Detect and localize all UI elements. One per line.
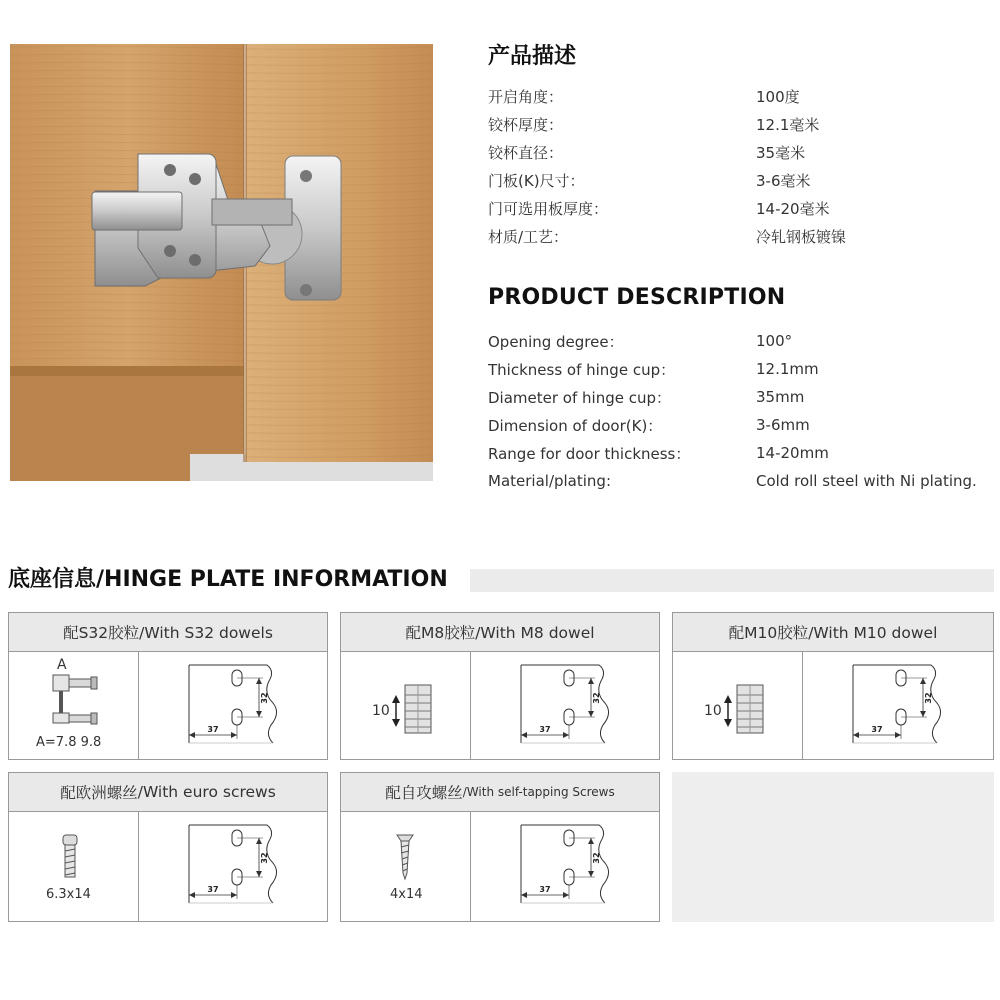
spec-row [488,327,977,355]
mounting-drawing [803,651,991,759]
mounting-plate-drawing-icon [139,811,327,919]
plate-card-s32 [8,612,328,760]
spec-label: 门可选用板厚度： [488,199,609,218]
mounting-plate-drawing-icon [803,651,991,759]
mounting-drawing [471,811,659,921]
mounting-plate-drawing-icon [139,651,327,759]
spec-row [488,138,846,166]
product-description-cn [488,42,846,250]
mounting-plate-drawing-icon [471,651,659,759]
spec-value: 3-6mm [756,416,810,434]
plate-card-title-cn: 配欧洲螺丝 [60,784,138,802]
plate-card-title-en: /With self-tapping Screws [462,785,615,799]
part-cell [673,651,803,759]
plate-card-title: 配S32胶粒/With S32 dowels [9,613,327,652]
part-dim-label: 10 [372,703,390,719]
spec-row [488,467,977,495]
spec-value: 12.1毫米 [756,115,820,134]
spec-row [488,439,977,467]
spec-label: 开启角度： [488,87,564,106]
spec-row [488,411,977,439]
plate-card-m8 [340,612,660,760]
spec-value: 冷轧钢板镀镍 [756,227,847,246]
spec-label: 门板(K)尺寸： [488,171,585,190]
s32-dowel-icon [47,671,107,733]
plate-card-title-cn: 配自攻螺丝 [385,784,463,802]
spec-label: 铰杯厚度： [488,115,564,134]
mounting-drawing [139,811,327,921]
part-cell [9,651,139,759]
mounting-drawing [471,651,659,759]
hinge-plate-section-title: 底座信息/HINGE PLATE INFORMATION [8,567,448,592]
product-description-en-title: PRODUCT DESCRIPTION [488,285,786,310]
spec-value: 14-20mm [756,444,829,462]
dim-label-vertical: 32 [260,692,269,704]
product-description-cn-title: 产品描述 [488,44,577,69]
spec-row [488,166,846,194]
dim-label-vertical: 32 [260,852,269,864]
plate-card-title: 配M8胶粒/With M8 dowel [341,613,659,652]
m10-dowel-icon [723,681,767,737]
plate-card-self-tapping-screws [340,772,660,922]
plate-card-euro-screws [8,772,328,922]
spec-row [488,383,977,411]
spec-value: Cold roll steel with Ni plating. [756,472,977,490]
euro-screw-icon [59,833,83,883]
section-divider-bar [470,569,994,592]
part-caption: 4x14 [390,887,423,902]
dim-label-horizontal: 37 [871,725,883,734]
spec-value: 35mm [756,388,805,406]
plate-card-title [9,773,327,812]
plate-card-title: 配M10胶粒/With M10 dowel [673,613,993,652]
part-cell [341,651,471,759]
part-label-a: A [57,657,67,673]
spec-label: Material/plating: [488,472,612,490]
part-caption: 6.3x14 [46,887,91,902]
plate-card-title [341,773,659,812]
spec-row [488,110,846,138]
spec-label: Opening degree： [488,332,624,351]
part-dim-label: 10 [704,703,722,719]
spec-label: 铰杯直径： [488,143,564,162]
spec-row [488,222,846,250]
mounting-drawing [139,651,327,759]
spec-label: 材质/工艺： [488,227,569,246]
part-cell [9,811,139,921]
spec-value: 35毫米 [756,143,806,162]
dim-label-vertical: 32 [924,692,933,704]
product-photo [10,44,433,481]
spec-row [488,82,846,110]
spec-value: 12.1mm [756,360,819,378]
dim-label-horizontal: 37 [539,885,551,894]
spec-value: 100度 [756,87,800,106]
spec-value: 14-20毫米 [756,199,830,218]
dim-label-vertical: 32 [592,852,601,864]
spec-label: Range for door thickness： [488,444,691,463]
spec-label: Diameter of hinge cup： [488,388,671,407]
part-cell [341,811,471,921]
spec-value: 100° [756,332,793,350]
dim-label-horizontal: 37 [207,885,219,894]
spec-list-cn [488,82,846,250]
dim-label-horizontal: 37 [539,725,551,734]
empty-plate-card [672,772,994,922]
spec-value: 3-6毫米 [756,171,811,190]
spec-label: Thickness of hinge cup： [488,360,676,379]
dim-label-vertical: 32 [592,692,601,704]
spec-label: Dimension of door(K)： [488,416,663,435]
spec-row [488,355,977,383]
mounting-plate-drawing-icon [471,811,659,919]
spec-row [488,194,846,222]
m8-dowel-icon [391,681,435,737]
product-description-en [488,283,977,495]
dim-label-horizontal: 37 [207,725,219,734]
plate-card-m10 [672,612,994,760]
spec-list-en [488,327,977,495]
plate-card-title-en: /With euro screws [137,783,276,801]
self-tapping-screw-icon [395,833,415,883]
part-caption: A=7.8 9.8 [36,735,102,750]
